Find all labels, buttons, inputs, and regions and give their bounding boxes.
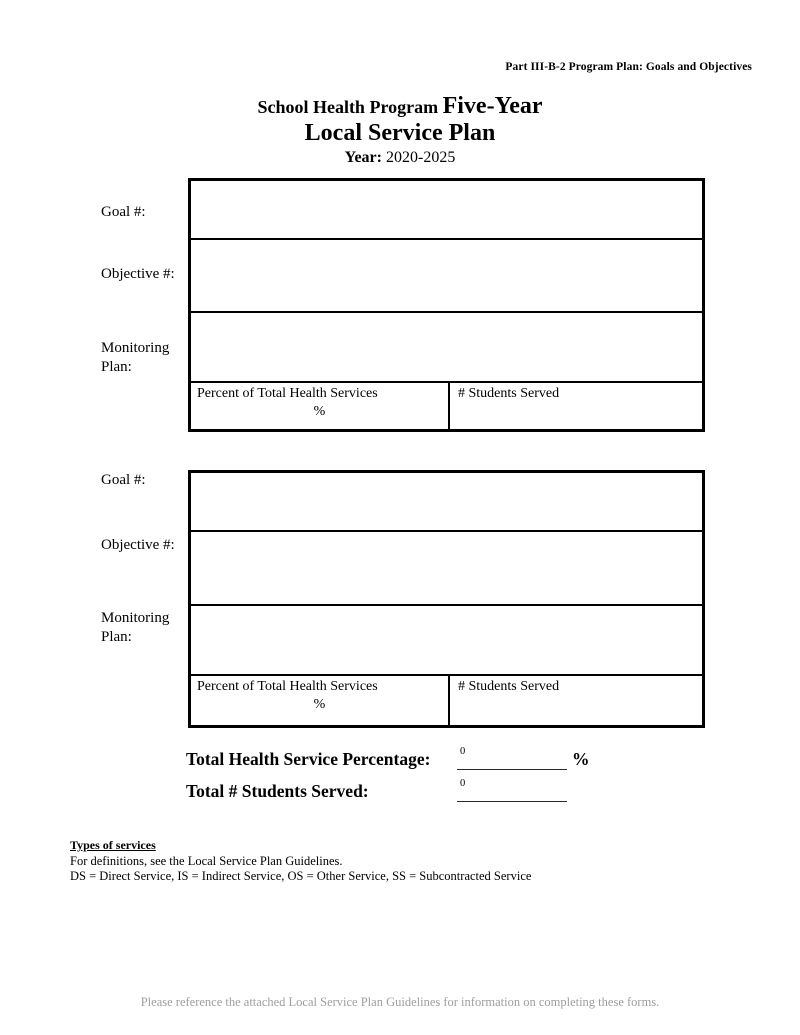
percent-header-2: Percent of Total Health Services bbox=[197, 679, 378, 694]
year-label: Year: bbox=[344, 149, 382, 166]
types-of-services-block bbox=[70, 838, 531, 885]
percent-cell-1[interactable] bbox=[191, 383, 450, 429]
monitoring-field-2[interactable] bbox=[191, 606, 702, 676]
monitoring-field-1[interactable] bbox=[191, 313, 702, 383]
document-part-header: Part III-B-2 Program Plan: Goals and Objectives bbox=[505, 61, 752, 73]
total-percentage-label: Total Health Service Percentage: bbox=[186, 749, 431, 769]
goal-label-2: Goal #: bbox=[101, 472, 146, 488]
objective-field-2[interactable] bbox=[191, 532, 702, 606]
year-line bbox=[0, 147, 800, 169]
page-title-line2: Local Service Plan bbox=[304, 120, 496, 146]
students-header-2: # Students Served bbox=[458, 679, 560, 694]
metrics-row-1 bbox=[191, 383, 702, 429]
total-percentage-field[interactable]: 0 bbox=[457, 746, 567, 770]
goal-section-1 bbox=[188, 178, 705, 432]
monitoring-label-1: Monitoring Plan: bbox=[101, 340, 170, 375]
year-value: 2020-2025 bbox=[381, 149, 456, 166]
metrics-row-2 bbox=[191, 676, 702, 725]
objective-field-1[interactable] bbox=[191, 240, 702, 313]
goal-field-1[interactable] bbox=[191, 181, 702, 240]
title-program-text: School Health Program bbox=[257, 97, 443, 117]
goal-section-2 bbox=[188, 470, 705, 728]
page-title-line1 bbox=[0, 93, 800, 120]
total-students-label: Total # Students Served: bbox=[186, 781, 369, 801]
percent-sign-2: % bbox=[313, 697, 326, 712]
percent-header-1: Percent of Total Health Services bbox=[197, 386, 378, 401]
legend-definitions-line: For definitions, see the Local Service Plan Guidelines. bbox=[70, 853, 343, 868]
monitoring-label-2: Monitoring Plan: bbox=[101, 610, 170, 645]
objective-label-1: Objective #: bbox=[101, 266, 175, 282]
percent-cell-2[interactable] bbox=[191, 676, 450, 725]
percent-sign-1: % bbox=[313, 404, 326, 419]
page-footer-note: Please reference the attached Local Service Plan Guidelines for information on completing these forms. bbox=[140, 995, 660, 1009]
students-cell-2[interactable] bbox=[450, 676, 702, 725]
students-header-1: # Students Served bbox=[458, 386, 560, 401]
goal-label-1: Goal #: bbox=[101, 204, 146, 220]
total-percentage-unit: % bbox=[572, 749, 590, 769]
students-cell-1[interactable] bbox=[450, 383, 702, 429]
goal-field-2[interactable] bbox=[191, 473, 702, 532]
legend-abbreviations-line: DS = Direct Service, IS = Indirect Service, OS = Other Service, SS = Subcontracted Service bbox=[70, 869, 532, 883]
types-of-services-heading: Types of services bbox=[70, 838, 156, 852]
total-students-field[interactable]: 0 bbox=[457, 778, 567, 802]
title-block bbox=[0, 93, 800, 169]
objective-label-2: Objective #: bbox=[101, 537, 175, 553]
title-five-year-text: Five-Year bbox=[442, 93, 543, 119]
